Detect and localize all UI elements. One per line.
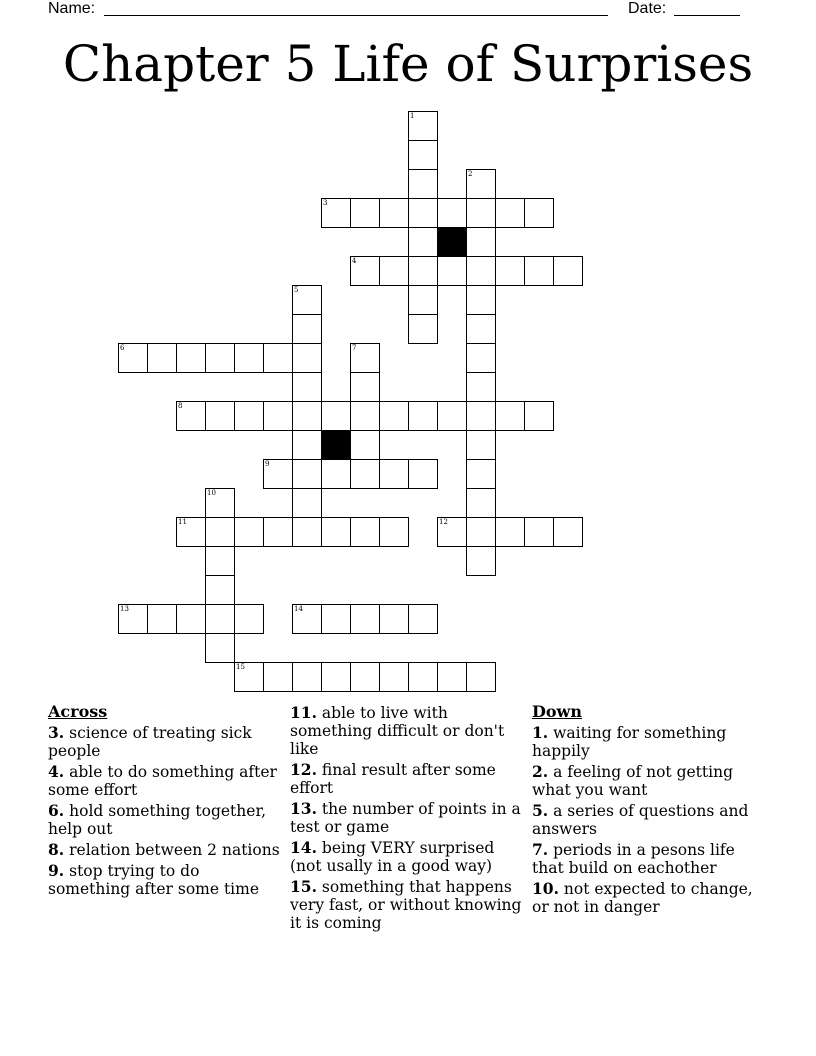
grid-cell[interactable] bbox=[292, 604, 322, 634]
grid-cell[interactable] bbox=[408, 401, 438, 431]
clue-text: able to do something after some effort bbox=[48, 763, 277, 799]
grid-cell[interactable] bbox=[176, 343, 206, 373]
clue-number-label: 1. bbox=[532, 723, 549, 742]
grid-cell[interactable] bbox=[350, 343, 380, 373]
clue-item bbox=[48, 724, 284, 760]
grid-cell[interactable] bbox=[205, 343, 235, 373]
grid-cell[interactable] bbox=[321, 401, 351, 431]
grid-cell[interactable] bbox=[466, 517, 496, 547]
clue-number-label: 5. bbox=[532, 801, 549, 820]
clue-number-label: 10. bbox=[532, 879, 559, 898]
grid-cell[interactable] bbox=[495, 401, 525, 431]
clue-number-label: 13. bbox=[290, 799, 317, 818]
grid-cell[interactable] bbox=[553, 256, 583, 286]
clue-text: the number of points in a test or game bbox=[290, 800, 521, 836]
clue-number: 3 bbox=[323, 199, 328, 207]
clue-item bbox=[532, 880, 768, 916]
grid-cell[interactable] bbox=[466, 198, 496, 228]
grid-cell[interactable] bbox=[408, 140, 438, 170]
grid-cell[interactable] bbox=[350, 430, 380, 460]
grid-cell[interactable] bbox=[408, 662, 438, 692]
grid-cell[interactable] bbox=[205, 575, 235, 605]
grid-cell[interactable] bbox=[263, 343, 293, 373]
grid-cell[interactable] bbox=[408, 227, 438, 257]
clue-text: final result after some effort bbox=[290, 761, 496, 797]
grid-cell[interactable] bbox=[205, 604, 235, 634]
grid-cell[interactable] bbox=[234, 517, 264, 547]
grid-cell[interactable] bbox=[350, 401, 380, 431]
grid-cell[interactable] bbox=[292, 459, 322, 489]
clue-number-label: 9. bbox=[48, 861, 65, 880]
across-heading: Across bbox=[48, 702, 108, 721]
grid-cell[interactable] bbox=[466, 169, 496, 199]
grid-cell[interactable] bbox=[379, 401, 409, 431]
grid-cell[interactable] bbox=[118, 343, 148, 373]
clue-item bbox=[290, 800, 526, 836]
clue-item bbox=[290, 839, 526, 875]
clue-number: 9 bbox=[265, 460, 270, 468]
grid-cell[interactable] bbox=[379, 517, 409, 547]
grid-cell[interactable] bbox=[524, 401, 554, 431]
grid-cell[interactable] bbox=[176, 517, 206, 547]
grid-cell[interactable] bbox=[350, 662, 380, 692]
clue-item bbox=[48, 802, 284, 838]
grid-cell[interactable] bbox=[205, 401, 235, 431]
grid-cell[interactable] bbox=[292, 343, 322, 373]
grid-block bbox=[437, 227, 467, 257]
grid-cell[interactable] bbox=[147, 604, 177, 634]
grid-cell[interactable] bbox=[466, 459, 496, 489]
grid-cell[interactable] bbox=[437, 517, 467, 547]
grid-cell[interactable] bbox=[321, 459, 351, 489]
clue-item bbox=[48, 841, 284, 859]
clue-number: 8 bbox=[178, 402, 183, 410]
grid-cell[interactable] bbox=[263, 662, 293, 692]
grid-cell[interactable] bbox=[408, 285, 438, 315]
grid-cell[interactable] bbox=[466, 430, 496, 460]
clue-number-label: 7. bbox=[532, 840, 549, 859]
clue-number: 13 bbox=[120, 605, 129, 613]
grid-cell[interactable] bbox=[379, 459, 409, 489]
grid-cell[interactable] bbox=[292, 488, 322, 518]
clue-number: 6 bbox=[120, 344, 125, 352]
clue-number-label: 15. bbox=[290, 877, 317, 896]
grid-cell[interactable] bbox=[437, 256, 467, 286]
clue-number-label: 14. bbox=[290, 838, 317, 857]
down-heading: Down bbox=[532, 702, 582, 721]
clue-text: a feeling of not getting what you want bbox=[532, 763, 734, 799]
grid-cell[interactable] bbox=[292, 285, 322, 315]
clue-text: stop trying to do something after some time bbox=[48, 862, 260, 898]
grid-cell[interactable] bbox=[321, 662, 351, 692]
clue-number: 7 bbox=[352, 344, 357, 352]
clue-number: 10 bbox=[207, 489, 216, 497]
grid-cell[interactable] bbox=[495, 198, 525, 228]
grid-cell[interactable] bbox=[350, 604, 380, 634]
grid-cell[interactable] bbox=[466, 285, 496, 315]
grid-cell[interactable] bbox=[379, 604, 409, 634]
grid-cell[interactable] bbox=[176, 604, 206, 634]
clue-number: 11 bbox=[178, 518, 187, 526]
grid-cell[interactable] bbox=[176, 401, 206, 431]
grid-cell[interactable] bbox=[379, 198, 409, 228]
grid-cell[interactable] bbox=[408, 111, 438, 141]
grid-cell[interactable] bbox=[321, 198, 351, 228]
clue-number-label: 12. bbox=[290, 760, 317, 779]
clue-item bbox=[48, 763, 284, 799]
grid-cell[interactable] bbox=[524, 198, 554, 228]
grid-cell[interactable] bbox=[524, 517, 554, 547]
grid-cell[interactable] bbox=[205, 488, 235, 518]
grid-cell[interactable] bbox=[553, 517, 583, 547]
grid-cell[interactable] bbox=[205, 517, 235, 547]
clue-number-label: 2. bbox=[532, 762, 549, 781]
down-clues-column bbox=[532, 702, 768, 919]
clue-text: relation between 2 nations bbox=[69, 841, 280, 859]
grid-cell[interactable] bbox=[379, 256, 409, 286]
clue-number-label: 3. bbox=[48, 723, 65, 742]
grid-cell[interactable] bbox=[263, 459, 293, 489]
grid-cell[interactable] bbox=[466, 488, 496, 518]
grid-cell[interactable] bbox=[466, 546, 496, 576]
page-title: Chapter 5 Life of Surprises bbox=[62, 35, 754, 93]
clue-text: science of treating sick people bbox=[48, 724, 252, 760]
clue-text: something that happens very fast, or without knowing it is coming bbox=[290, 878, 522, 932]
grid-cell[interactable] bbox=[147, 343, 177, 373]
clue-item bbox=[290, 704, 526, 758]
grid-cell[interactable] bbox=[466, 314, 496, 344]
grid-cell[interactable] bbox=[466, 343, 496, 373]
clue-number: 15 bbox=[236, 663, 245, 671]
name-label: Name: bbox=[48, 0, 96, 17]
grid-cell[interactable] bbox=[205, 633, 235, 663]
clue-item bbox=[48, 862, 284, 898]
clue-text: a series of questions and answers bbox=[532, 802, 749, 838]
grid-cell[interactable] bbox=[408, 314, 438, 344]
clue-text: hold something together, help out bbox=[48, 802, 267, 838]
clue-number-label: 4. bbox=[48, 762, 65, 781]
grid-cell[interactable] bbox=[408, 459, 438, 489]
clue-item bbox=[532, 763, 768, 799]
grid-cell[interactable] bbox=[466, 372, 496, 402]
grid-cell[interactable] bbox=[292, 430, 322, 460]
grid-cell[interactable] bbox=[466, 256, 496, 286]
clue-number: 1 bbox=[410, 112, 415, 120]
grid-cell[interactable] bbox=[292, 314, 322, 344]
grid-cell[interactable] bbox=[263, 517, 293, 547]
clue-text: periods in a pesons life that build on eachother bbox=[532, 841, 735, 877]
date-label: Date: bbox=[628, 0, 667, 17]
clue-text: not expected to change, or not in danger bbox=[532, 880, 753, 916]
grid-block bbox=[321, 430, 351, 460]
grid-cell[interactable] bbox=[437, 662, 467, 692]
grid-cell[interactable] bbox=[234, 343, 264, 373]
grid-cell[interactable] bbox=[350, 459, 380, 489]
clue-text: waiting for something happily bbox=[532, 724, 727, 760]
clue-number-label: 11. bbox=[290, 703, 317, 722]
clue-text: able to live with something difficult or don't like bbox=[290, 704, 505, 758]
clue-item bbox=[290, 878, 526, 932]
grid-cell[interactable] bbox=[495, 256, 525, 286]
grid-cell[interactable] bbox=[292, 662, 322, 692]
grid-cell[interactable] bbox=[350, 198, 380, 228]
grid-cell[interactable] bbox=[350, 256, 380, 286]
clue-text: being VERY surprised (not usally in a good way) bbox=[290, 839, 495, 875]
across-clues-column-2 bbox=[290, 704, 526, 935]
grid-cell[interactable] bbox=[408, 169, 438, 199]
clue-item bbox=[532, 802, 768, 838]
grid-cell[interactable] bbox=[321, 517, 351, 547]
grid-cell[interactable] bbox=[379, 662, 409, 692]
grid-cell[interactable] bbox=[466, 401, 496, 431]
across-clues-column bbox=[48, 702, 284, 901]
grid-cell[interactable] bbox=[408, 256, 438, 286]
clue-number-label: 6. bbox=[48, 801, 65, 820]
grid-cell[interactable] bbox=[350, 372, 380, 402]
clue-number: 5 bbox=[294, 286, 299, 294]
grid-cell[interactable] bbox=[234, 662, 264, 692]
grid-cell[interactable] bbox=[292, 401, 322, 431]
grid-cell[interactable] bbox=[292, 372, 322, 402]
grid-cell[interactable] bbox=[437, 198, 467, 228]
grid-cell[interactable] bbox=[408, 604, 438, 634]
clue-number: 14 bbox=[294, 605, 303, 613]
grid-cell[interactable] bbox=[466, 227, 496, 257]
clue-item bbox=[290, 761, 526, 797]
grid-cell[interactable] bbox=[234, 401, 264, 431]
grid-cell[interactable] bbox=[118, 604, 148, 634]
grid-cell[interactable] bbox=[524, 256, 554, 286]
grid-cell[interactable] bbox=[205, 546, 235, 576]
clue-number: 4 bbox=[352, 257, 357, 265]
grid-cell[interactable] bbox=[437, 401, 467, 431]
grid-cell[interactable] bbox=[321, 604, 351, 634]
grid-cell[interactable] bbox=[292, 517, 322, 547]
grid-cell[interactable] bbox=[234, 604, 264, 634]
clue-number: 2 bbox=[468, 170, 473, 178]
grid-cell[interactable] bbox=[263, 401, 293, 431]
clue-number: 12 bbox=[439, 518, 448, 526]
grid-cell[interactable] bbox=[466, 662, 496, 692]
grid-cell[interactable] bbox=[408, 198, 438, 228]
clue-item bbox=[532, 724, 768, 760]
clue-item bbox=[532, 841, 768, 877]
grid-cell[interactable] bbox=[495, 517, 525, 547]
grid-cell[interactable] bbox=[350, 517, 380, 547]
clue-number-label: 8. bbox=[48, 840, 65, 859]
